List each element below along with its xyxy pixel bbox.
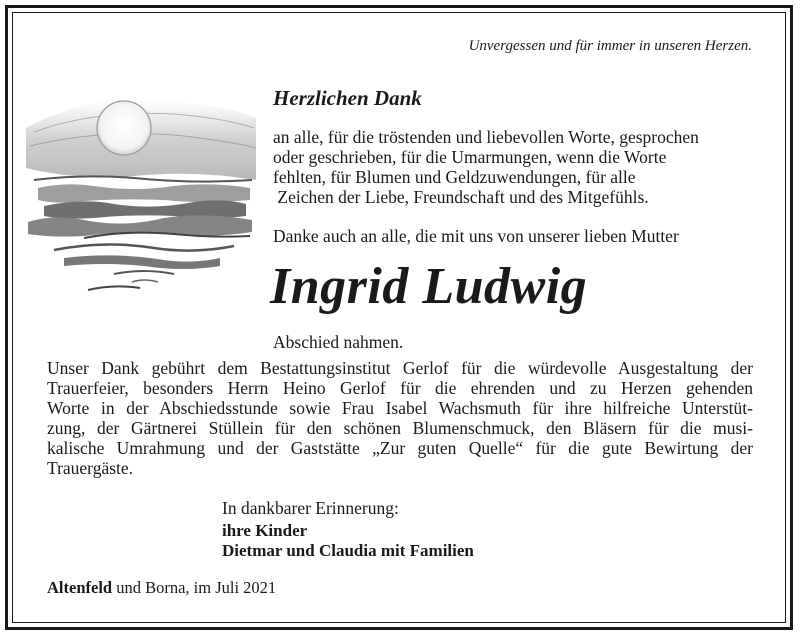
paragraph-line: Trauerfeier, besonders Herrn Heino Gerlof für die ehrenden und zu Herzen gehenden — [47, 378, 753, 398]
place-rest: und Borna, im Juli 2021 — [112, 578, 277, 597]
signature-intro: In dankbarer Erinnerung: — [222, 498, 399, 518]
farewell-text: Abschied nahmen. — [273, 332, 404, 352]
place-town: Altenfeld — [47, 578, 113, 597]
paragraph-line: zung, der Gärtnerei Stüllein für den schönen Blumenschmuck, den Bläsern für die musi- — [47, 418, 753, 438]
paragraph-line: Worte in der Abschiedsstunde sowie Frau Isabel Wachsmuth für ihre hilfreiche Unterstüt- — [47, 398, 753, 418]
thanks-line: fehlten, für Blumen und Geldzuwendungen, für alle — [273, 167, 636, 187]
deceased-name: Ingrid Ludwig — [270, 258, 588, 315]
thanks-text — [273, 127, 699, 207]
moon-over-landscape-icon — [24, 88, 256, 298]
paragraph-line: Trauergäste. — [47, 458, 134, 478]
thanks-line: Zeichen der Liebe, Freundschaft und des Mitgefühls. — [273, 187, 649, 207]
thanks-line: oder geschrieben, für die Umarmungen, wenn die Worte — [273, 147, 667, 167]
thanks-heading: Herzlichen Dank — [273, 86, 422, 110]
also-thanks-text: Danke auch an alle, die mit uns von unserer lieben Mutter — [273, 226, 679, 246]
acknowledgement-paragraph — [47, 358, 753, 478]
paragraph-line: kalische Umrahmung und der Gaststätte „Zur guten Quelle“ für die gute Bewirtung der — [47, 438, 753, 458]
motto: Unvergessen und für immer in unseren Herzen. — [468, 38, 752, 54]
paragraph-line: Unser Dank gebührt dem Bestattungsinstitut Gerlof für die würdevolle Ausgestaltung der — [47, 358, 753, 378]
thanks-line: an alle, für die tröstenden und liebevollen Worte, gesprochen — [273, 127, 699, 147]
signature-line-children: ihre Kinder — [222, 521, 308, 540]
place-and-date — [47, 578, 276, 598]
signature-line-family: Dietmar und Claudia mit Familien — [222, 541, 474, 560]
